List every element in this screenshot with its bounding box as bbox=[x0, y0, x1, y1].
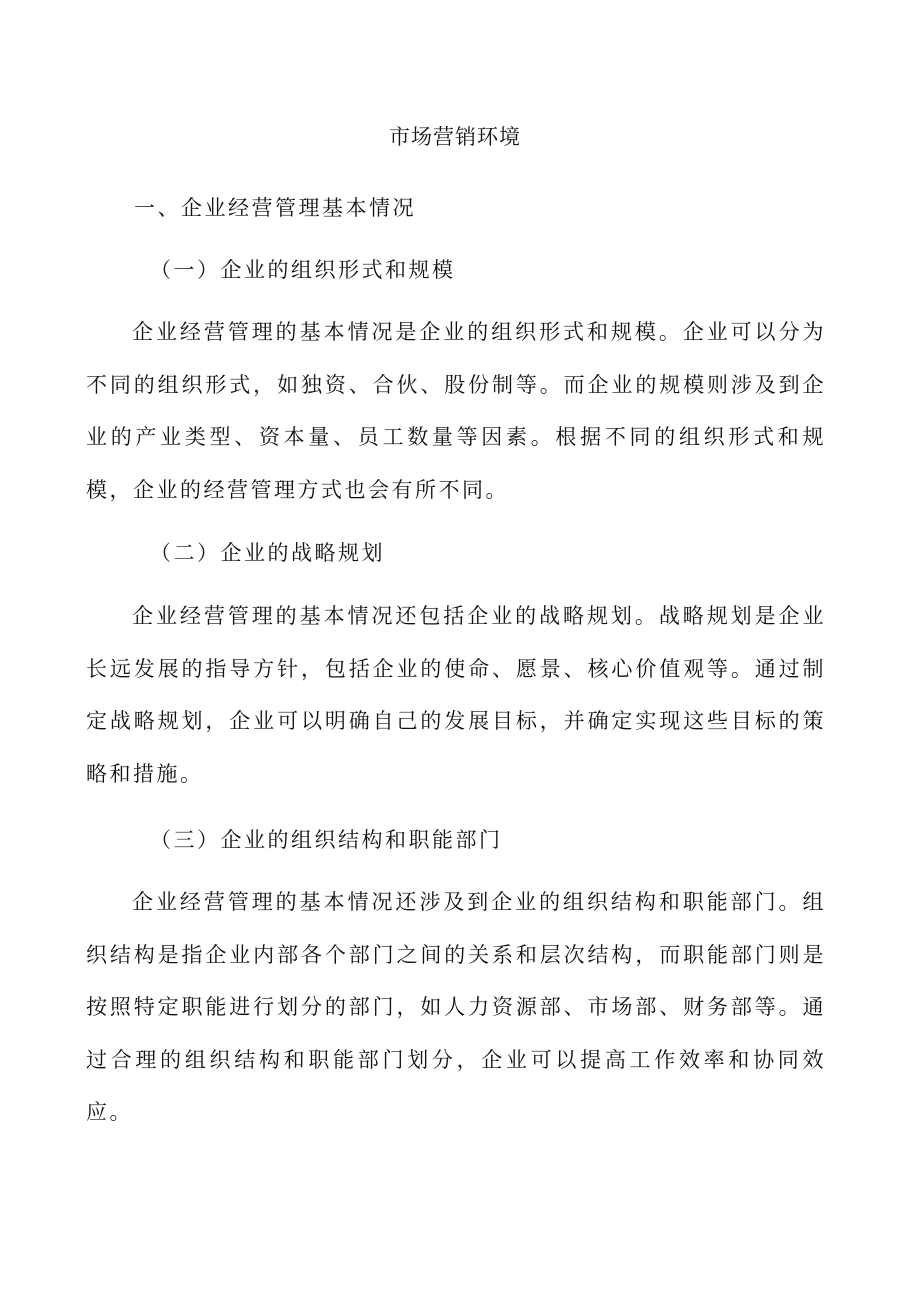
subsection-heading-1: （一）企业的组织形式和规模 bbox=[150, 258, 456, 282]
document-title: 市场营销环境 bbox=[389, 125, 521, 149]
subsection-heading-3: （三）企业的组织结构和职能部门 bbox=[150, 828, 503, 852]
paragraph-3: 企业经营管理的基本情况还涉及到企业的组织结构和职能部门。组织结构是指企业内部各个部门之间的关系和层次结构，而职能部门则是按照特定职能进行划分的部门，如人力资源部、市场部、财务部等。通过合理的组织结构和职能部门划分，企业可以提高工作效率和协同效应。 bbox=[86, 890, 826, 1124]
paragraph-1: 企业经营管理的基本情况是企业的组织形式和规模。企业可以分为不同的组织形式，如独资、合伙、股份制等。而企业的规模则涉及到企业的产业类型、资本量、员工数量等因素。根据不同的组织形式和规模，企业的经营管理方式也会有所不同。 bbox=[86, 320, 826, 502]
subsection-heading-2: （二）企业的战略规划 bbox=[150, 541, 385, 565]
paragraph-2: 企业经营管理的基本情况还包括企业的战略规划。战略规划是企业长远发展的指导方针，包括企业的使命、愿景、核心价值观等。通过制定战略规划，企业可以明确自己的发展目标，并确定实现这些目标的策略和措施。 bbox=[86, 604, 826, 786]
section-heading-1: 一、企业经营管理基本情况 bbox=[134, 196, 416, 220]
